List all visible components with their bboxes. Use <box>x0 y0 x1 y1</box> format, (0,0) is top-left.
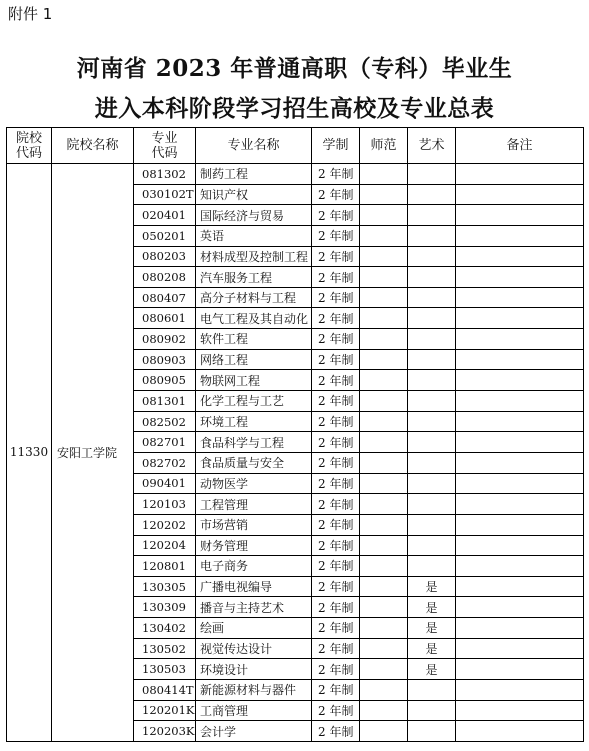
major-code-cell: 120201K <box>134 700 196 721</box>
note-cell <box>456 308 584 329</box>
header-major-code <box>134 128 196 164</box>
duration-cell: 2 年制 <box>312 700 360 721</box>
attachment-label: 附件 1 <box>8 5 53 23</box>
major-name-cell: 材料成型及控制工程 <box>196 246 312 267</box>
art-cell <box>408 411 456 432</box>
note-cell <box>456 473 584 494</box>
major-code-cell: 130402 <box>134 618 196 639</box>
normal-cell <box>360 556 408 577</box>
normal-cell <box>360 494 408 515</box>
duration-cell: 2 年制 <box>312 452 360 473</box>
major-name-cell: 视觉传达设计 <box>196 638 312 659</box>
table-header-row <box>7 128 584 164</box>
art-cell <box>408 267 456 288</box>
duration-cell: 2 年制 <box>312 391 360 412</box>
header-school-code <box>7 128 52 164</box>
major-code-cell: 080208 <box>134 267 196 288</box>
normal-cell <box>360 184 408 205</box>
art-cell: 是 <box>408 576 456 597</box>
major-code-cell: 080903 <box>134 349 196 370</box>
note-cell <box>456 514 584 535</box>
art-cell <box>408 370 456 391</box>
major-name-cell: 环境工程 <box>196 411 312 432</box>
major-code-cell: 130503 <box>134 659 196 680</box>
normal-cell <box>360 638 408 659</box>
major-name-cell: 高分子材料与工程 <box>196 287 312 308</box>
art-cell: 是 <box>408 659 456 680</box>
art-cell <box>408 184 456 205</box>
major-name-cell: 化学工程与工艺 <box>196 391 312 412</box>
document-title-line2: 进入本科阶段学习招生高校及专业总表 <box>94 95 495 122</box>
normal-cell <box>360 370 408 391</box>
art-cell <box>408 205 456 226</box>
art-cell: 是 <box>408 638 456 659</box>
note-cell <box>456 659 584 680</box>
major-name-cell: 会计学 <box>196 721 312 742</box>
normal-cell <box>360 391 408 412</box>
normal-cell <box>360 452 408 473</box>
school-code-cell: 11330 <box>7 164 52 742</box>
normal-cell <box>360 205 408 226</box>
duration-cell: 2 年制 <box>312 370 360 391</box>
header-school-code-text: 院校代码 <box>15 130 42 161</box>
major-code-cell: 082701 <box>134 432 196 453</box>
art-cell <box>408 329 456 350</box>
duration-cell: 2 年制 <box>312 184 360 205</box>
major-code-cell: 130305 <box>134 576 196 597</box>
normal-cell <box>360 535 408 556</box>
normal-cell <box>360 597 408 618</box>
normal-cell <box>360 700 408 721</box>
major-name-cell: 软件工程 <box>196 329 312 350</box>
art-cell <box>408 391 456 412</box>
duration-cell: 2 年制 <box>312 721 360 742</box>
art-cell <box>408 432 456 453</box>
normal-cell <box>360 349 408 370</box>
major-code-cell: 082502 <box>134 411 196 432</box>
note-cell <box>456 329 584 350</box>
table-row <box>7 164 584 185</box>
note-cell <box>456 597 584 618</box>
major-code-cell: 080905 <box>134 370 196 391</box>
art-cell <box>408 473 456 494</box>
header-school-name: 院校名称 <box>52 128 134 164</box>
major-code-cell: 080414T <box>134 680 196 701</box>
major-name-cell: 新能源材料与器件 <box>196 680 312 701</box>
major-name-cell: 播音与主持艺术 <box>196 597 312 618</box>
major-code-cell: 081301 <box>134 391 196 412</box>
major-name-cell: 广播电视编导 <box>196 576 312 597</box>
art-cell <box>408 308 456 329</box>
header-major-name: 专业名称 <box>196 128 312 164</box>
normal-cell <box>360 680 408 701</box>
note-cell <box>456 164 584 185</box>
major-code-cell: 080407 <box>134 287 196 308</box>
duration-cell: 2 年制 <box>312 535 360 556</box>
normal-cell <box>360 164 408 185</box>
duration-cell: 2 年制 <box>312 267 360 288</box>
major-code-cell: 082702 <box>134 452 196 473</box>
normal-cell <box>360 576 408 597</box>
art-cell <box>408 225 456 246</box>
major-name-cell: 环境设计 <box>196 659 312 680</box>
art-cell: 是 <box>408 597 456 618</box>
major-code-cell: 090401 <box>134 473 196 494</box>
art-cell <box>408 452 456 473</box>
duration-cell: 2 年制 <box>312 473 360 494</box>
header-normal: 师范 <box>360 128 408 164</box>
note-cell <box>456 287 584 308</box>
duration-cell: 2 年制 <box>312 349 360 370</box>
major-code-cell: 120801 <box>134 556 196 577</box>
note-cell <box>456 391 584 412</box>
note-cell <box>456 680 584 701</box>
major-code-cell: 120203K <box>134 721 196 742</box>
note-cell <box>456 225 584 246</box>
duration-cell: 2 年制 <box>312 329 360 350</box>
major-name-cell: 电子商务 <box>196 556 312 577</box>
major-name-cell: 财务管理 <box>196 535 312 556</box>
normal-cell <box>360 308 408 329</box>
normal-cell <box>360 287 408 308</box>
note-cell <box>456 349 584 370</box>
major-name-cell: 知识产权 <box>196 184 312 205</box>
duration-cell: 2 年制 <box>312 432 360 453</box>
normal-cell <box>360 432 408 453</box>
major-name-cell: 食品科学与工程 <box>196 432 312 453</box>
art-cell <box>408 556 456 577</box>
art-cell <box>408 494 456 515</box>
major-code-cell: 050201 <box>134 225 196 246</box>
major-code-cell: 120202 <box>134 514 196 535</box>
normal-cell <box>360 329 408 350</box>
duration-cell: 2 年制 <box>312 659 360 680</box>
school-name-cell: 安阳工学院 <box>52 164 134 742</box>
note-cell <box>456 556 584 577</box>
header-note: 备注 <box>456 128 584 164</box>
note-cell <box>456 370 584 391</box>
document-title-line1: 河南省 2023 年普通高职（专科）毕业生 <box>76 55 513 82</box>
duration-cell: 2 年制 <box>312 494 360 515</box>
normal-cell <box>360 246 408 267</box>
art-cell <box>408 535 456 556</box>
normal-cell <box>360 225 408 246</box>
duration-cell: 2 年制 <box>312 680 360 701</box>
duration-cell: 2 年制 <box>312 225 360 246</box>
note-cell <box>456 494 584 515</box>
duration-cell: 2 年制 <box>312 164 360 185</box>
major-code-cell: 130502 <box>134 638 196 659</box>
normal-cell <box>360 473 408 494</box>
major-name-cell: 英语 <box>196 225 312 246</box>
art-cell <box>408 514 456 535</box>
major-code-cell: 020401 <box>134 205 196 226</box>
duration-cell: 2 年制 <box>312 618 360 639</box>
major-name-cell: 网络工程 <box>196 349 312 370</box>
duration-cell: 2 年制 <box>312 308 360 329</box>
normal-cell <box>360 411 408 432</box>
major-code-cell: 081302 <box>134 164 196 185</box>
major-name-cell: 市场营销 <box>196 514 312 535</box>
note-cell <box>456 638 584 659</box>
duration-cell: 2 年制 <box>312 411 360 432</box>
header-duration: 学制 <box>312 128 360 164</box>
art-cell <box>408 287 456 308</box>
major-name-cell: 电气工程及其自动化 <box>196 308 312 329</box>
header-art: 艺术 <box>408 128 456 164</box>
major-name-cell: 动物医学 <box>196 473 312 494</box>
duration-cell: 2 年制 <box>312 205 360 226</box>
major-name-cell: 工商管理 <box>196 700 312 721</box>
note-cell <box>456 721 584 742</box>
major-name-cell: 汽车服务工程 <box>196 267 312 288</box>
major-code-cell: 130309 <box>134 597 196 618</box>
duration-cell: 2 年制 <box>312 287 360 308</box>
note-cell <box>456 411 584 432</box>
major-name-cell: 绘画 <box>196 618 312 639</box>
note-cell <box>456 432 584 453</box>
enrollment-table <box>6 127 584 742</box>
header-major-code-text: 专业代码 <box>151 130 178 161</box>
note-cell <box>456 184 584 205</box>
art-cell <box>408 246 456 267</box>
duration-cell: 2 年制 <box>312 514 360 535</box>
major-code-cell: 080601 <box>134 308 196 329</box>
note-cell <box>456 267 584 288</box>
art-cell <box>408 721 456 742</box>
duration-cell: 2 年制 <box>312 246 360 267</box>
major-code-cell: 120204 <box>134 535 196 556</box>
duration-cell: 2 年制 <box>312 556 360 577</box>
major-name-cell: 食品质量与安全 <box>196 452 312 473</box>
art-cell <box>408 349 456 370</box>
major-code-cell: 080203 <box>134 246 196 267</box>
duration-cell: 2 年制 <box>312 576 360 597</box>
note-cell <box>456 452 584 473</box>
normal-cell <box>360 514 408 535</box>
note-cell <box>456 246 584 267</box>
note-cell <box>456 700 584 721</box>
note-cell <box>456 576 584 597</box>
normal-cell <box>360 267 408 288</box>
major-name-cell: 工程管理 <box>196 494 312 515</box>
normal-cell <box>360 721 408 742</box>
major-name-cell: 制药工程 <box>196 164 312 185</box>
art-cell <box>408 164 456 185</box>
duration-cell: 2 年制 <box>312 597 360 618</box>
major-code-cell: 030102T <box>134 184 196 205</box>
major-name-cell: 国际经济与贸易 <box>196 205 312 226</box>
art-cell <box>408 680 456 701</box>
art-cell <box>408 700 456 721</box>
normal-cell <box>360 618 408 639</box>
note-cell <box>456 618 584 639</box>
duration-cell: 2 年制 <box>312 638 360 659</box>
major-code-cell: 080902 <box>134 329 196 350</box>
note-cell <box>456 535 584 556</box>
major-name-cell: 物联网工程 <box>196 370 312 391</box>
art-cell: 是 <box>408 618 456 639</box>
normal-cell <box>360 659 408 680</box>
note-cell <box>456 205 584 226</box>
major-code-cell: 120103 <box>134 494 196 515</box>
table-body <box>7 164 584 742</box>
